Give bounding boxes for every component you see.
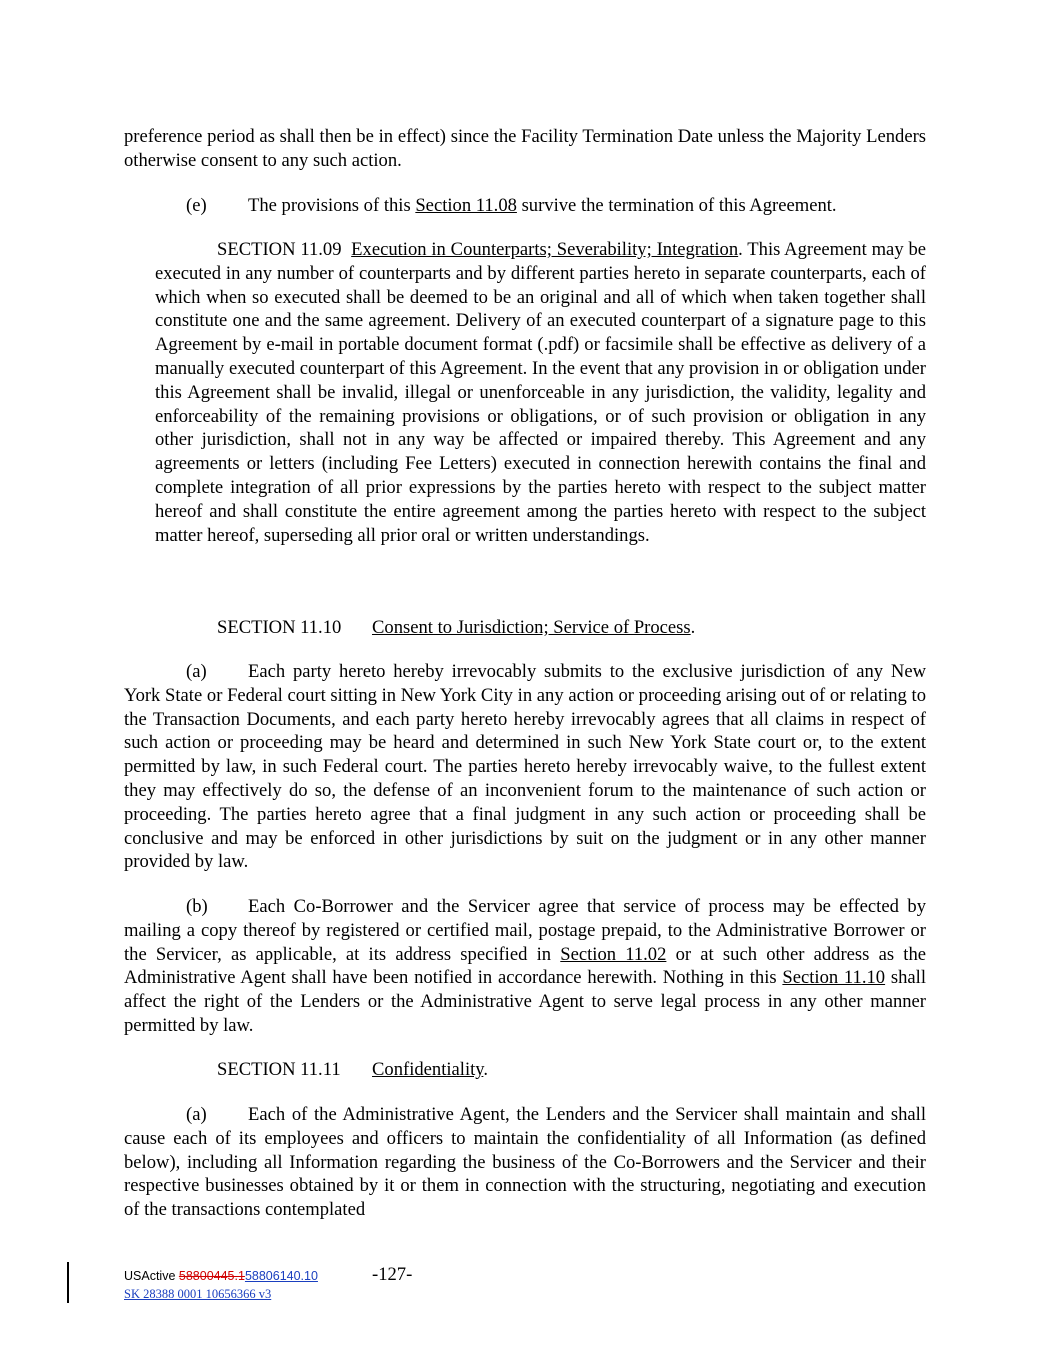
page-number: -127- xyxy=(372,1264,413,1285)
section-11-10-link[interactable]: Section 11.10 xyxy=(782,967,886,989)
paragraph-11-10-b xyxy=(124,895,926,1038)
paragraph-e-text-end: survive the termination of this Agreement. xyxy=(516,195,837,216)
section-11-02-link[interactable]: Section 11.02 xyxy=(560,943,667,965)
paragraph-11-10-b-text: Each Co-Borrower and the Servicer agree that service of process may be effected by mailing a copy thereof by registered or certified mail, postage prepaid, to the Administrative Borrower or the Servicer, as applicable, at its address specified in xyxy=(124,896,926,965)
paragraph-11-11-a xyxy=(124,1103,926,1222)
paragraph-e-label: (e) xyxy=(186,195,207,216)
section-11-09 xyxy=(155,238,926,547)
continued-paragraph xyxy=(124,125,926,173)
section-11-11-heading xyxy=(217,1058,488,1082)
section-11-10-title: Consent to Jurisdiction; Service of Process xyxy=(372,617,691,638)
continued-paragraph-text: preference period as shall then be in effect) since the Facility Termination Date unless the Majority Lenders otherwise consent to any such action. xyxy=(124,126,926,171)
change-bar xyxy=(67,1262,69,1303)
paragraph-11-11-a-text: Each of the Administrative Agent, the Lenders and the Servicer shall maintain and shall cause each of its employees and officers to maintain the confidentiality of all Information (as defined below), including all Information regarding the business of the Co-Borrowers and the Servicer and their respective businesses obtained by it or them in connection with the structuring, negotiating and execution of the transactions contemplated xyxy=(124,1104,926,1221)
section-11-09-number: SECTION 11.09 xyxy=(217,239,342,260)
footer-ref-link[interactable]: SK 28388 0001 10656366 v3 xyxy=(124,1287,272,1301)
section-11-08-link[interactable]: Section 11.08 xyxy=(415,195,517,216)
footer-doc-id xyxy=(124,1268,318,1284)
footer-doc-new-number[interactable]: 58806140.10 xyxy=(244,1269,318,1283)
section-11-10-number: SECTION 11.10 xyxy=(217,617,342,638)
section-11-09-title: Execution in Counterparts; Severability; Integration xyxy=(351,239,739,260)
paragraph-11-11-a-label: (a) xyxy=(186,1104,207,1125)
paragraph-11-10-b-text-mid: or at such other address as the Administrative Agent shall have been notified in accordance herewith. Nothing in this xyxy=(124,943,926,989)
section-11-11-period: . xyxy=(483,1059,489,1080)
paragraph-11-10-b-text-end: shall affect the right of the Lenders or the Administrative Agent to serve legal process in any other manner permitted by law. xyxy=(124,967,926,1036)
paragraph-e xyxy=(124,194,926,218)
section-11-09-body: . This Agreement may be executed in any number of counterparts and by different parties hereto in separate counterparts, each of which when so executed shall be deemed to be an original and all of which when taken together shall constitute one and the same agreement. Delivery of an executed counterpart of a signature page to this Agreement by e-mail in portable document format (.pdf) or facsimile shall be effective as delivery of a manually executed counterpart of this Agreement. In the event that any provision in or obligation under this Agreement shall be invalid, illegal or unenforceable in any jurisdiction, the validity, legality and enforceability of the remaining provisions or obligations, or of such provision or obligation in any other jurisdiction, shall not in any way be affected or impaired thereby. This Agreement and any agreements or letters (including Fee Letters) executed in connection herewith contains the final and complete integration of all prior expressions by the parties hereto with respect to the subject matter hereof and shall constitute the entire agreement among the parties hereto with respect to the subject matter hereof, superseding all prior oral or written understandings. xyxy=(155,239,926,546)
paragraph-e-text: The provisions of this xyxy=(248,195,416,216)
paragraph-11-10-a xyxy=(124,660,926,874)
section-11-10-heading xyxy=(217,616,695,640)
section-11-10-period: . xyxy=(690,617,696,638)
section-11-11-number: SECTION 11.11 xyxy=(217,1059,341,1080)
paragraph-11-10-a-text: Each party hereto hereby irrevocably submits to the exclusive jurisdiction of any New York State or Federal court sitting in New York City in any action or proceeding arising out of or relating to the Transaction Documents, and each party hereto hereby irrevocably agrees that all claims in respect of such action or proceeding may be heard and determined in such New York State court or, to the extent permitted by law, in such Federal court. The parties hereto hereby irrevocably waive, to the fullest extent they may effectively do so, the defense of an inconvenient forum to the maintenance of such action or proceeding. The parties hereto agree that a final judgment in any such action or proceeding shall be conclusive and may be enforced in other jurisdictions by suit on the judgment or in any other manner provided by law. xyxy=(124,661,926,873)
section-11-11-title: Confidentiality xyxy=(372,1059,484,1080)
footer-doc-prefix: USActive xyxy=(124,1269,179,1283)
footer-doc-old-number: 58800445.1 xyxy=(178,1269,245,1283)
paragraph-11-10-b-label: (b) xyxy=(186,896,208,917)
paragraph-11-10-a-label: (a) xyxy=(186,661,207,682)
